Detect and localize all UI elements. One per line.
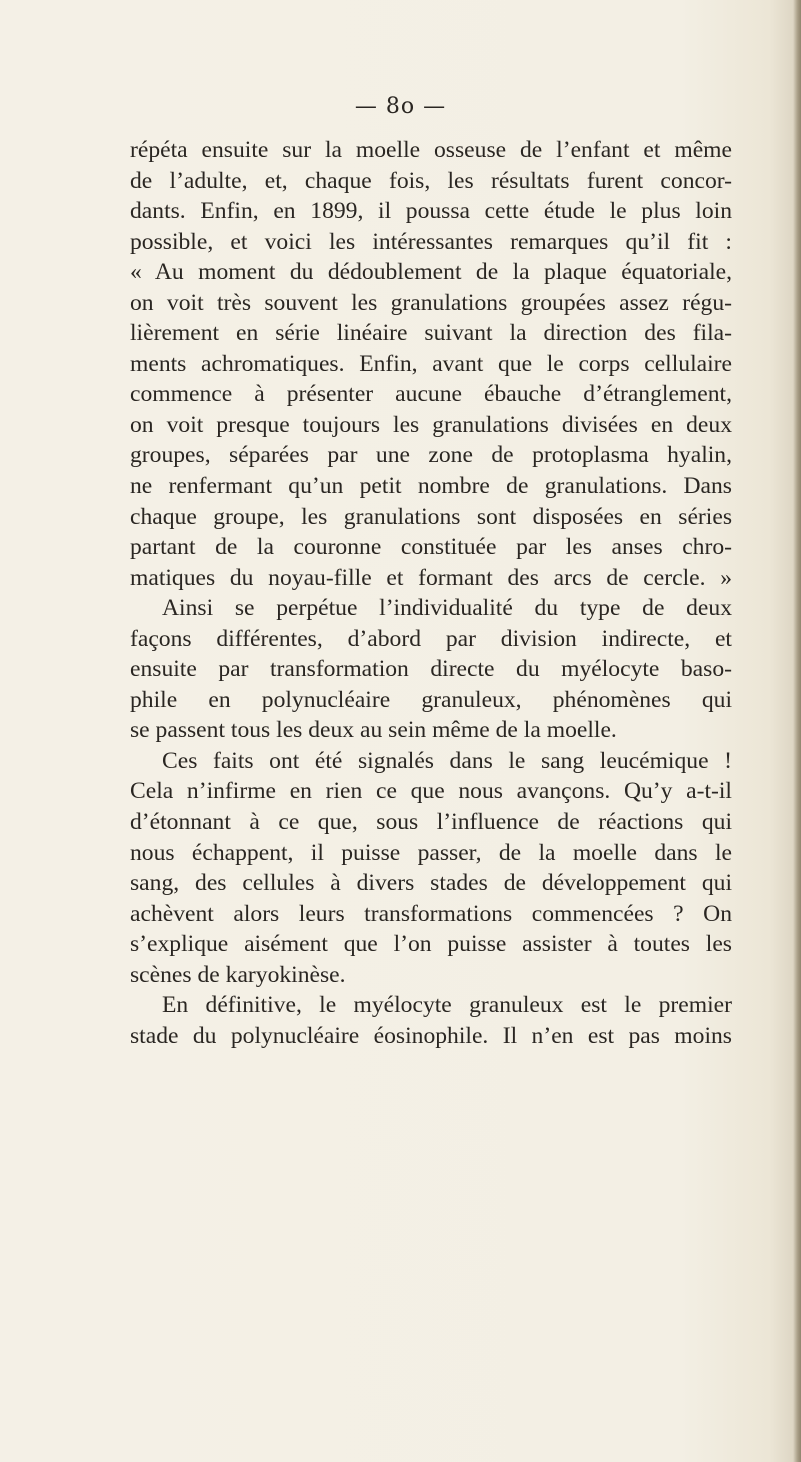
text-line: ne renfermant qu’un petit nombre de granulations. Dans xyxy=(130,473,732,500)
text-line: groupes, séparées par une zone de protoplasma hyalin, xyxy=(130,442,732,469)
text-line: on voit très souvent les granulations groupées assez régu- xyxy=(130,289,732,316)
page-edge-shadow xyxy=(793,0,801,1462)
text-line: s’explique aisément que l’on puisse assister à toutes les xyxy=(130,931,732,958)
body-text xyxy=(130,135,732,1051)
text-line: se passent tous les deux au sein même de la moelle. xyxy=(130,717,617,744)
text-line: d’étonnant à ce que, sous l’influence de réactions qui xyxy=(130,809,732,836)
text-line: Ainsi se perpétue l’individualité du type de deux xyxy=(162,595,732,622)
text-line: on voit presque toujours les granulations divisées en deux xyxy=(130,411,732,438)
text-line: commence à présenter aucune ébauche d’étranglement, xyxy=(130,381,732,408)
text-line: répéta ensuite sur la moelle osseuse de l’enfant et même xyxy=(130,137,732,163)
text-line: matiques du noyau-fille et formant des arcs de cercle. » xyxy=(130,564,732,591)
text-line: ensuite par transformation directe du myélocyte baso- xyxy=(130,656,732,683)
text-line: stade du polynucléaire éosinophile. Il n’en est pas moins xyxy=(130,1022,732,1049)
text-line: dants. Enfin, en 1899, il poussa cette étude le plus loin xyxy=(130,198,732,225)
page-number: — 8o — xyxy=(354,94,447,119)
text-line: En définitive, le myélocyte granuleux est le premier xyxy=(162,992,732,1019)
text-line: partant de la couronne constituée par les anses chro- xyxy=(130,534,732,561)
text-line: sang, des cellules à divers stades de développement qui xyxy=(130,870,732,897)
text-line: « Au moment du dédoublement de la plaque équatoriale, xyxy=(130,259,732,286)
text-line: ments achromatiques. Enfin, avant que le corps cellulaire xyxy=(130,350,732,377)
text-line: scènes de karyokinèse. xyxy=(130,961,346,988)
text-line: Ces faits ont été signalés dans le sang leucémique ! xyxy=(162,747,732,774)
text-line: chaque groupe, les granulations sont disposées en séries xyxy=(130,503,732,530)
text-line: nous échappent, il puisse passer, de la moelle dans le xyxy=(130,839,732,866)
text-line: de l’adulte, et, chaque fois, les résultats furent concor- xyxy=(130,167,732,194)
text-line: façons différentes, d’abord par division indirecte, et xyxy=(130,625,732,652)
text-line: achèvent alors leurs transformations commencées ? On xyxy=(130,900,732,927)
text-line: possible, et voici les intéressantes remarques qu’il fit : xyxy=(130,228,732,255)
text-line: lièrement en série linéaire suivant la direction des fila- xyxy=(130,320,732,347)
text-line: Cela n’infirme en rien ce que nous avançons. Qu’y a-t-il xyxy=(130,778,732,805)
text-line: phile en polynucléaire granuleux, phénomènes qui xyxy=(130,686,732,713)
